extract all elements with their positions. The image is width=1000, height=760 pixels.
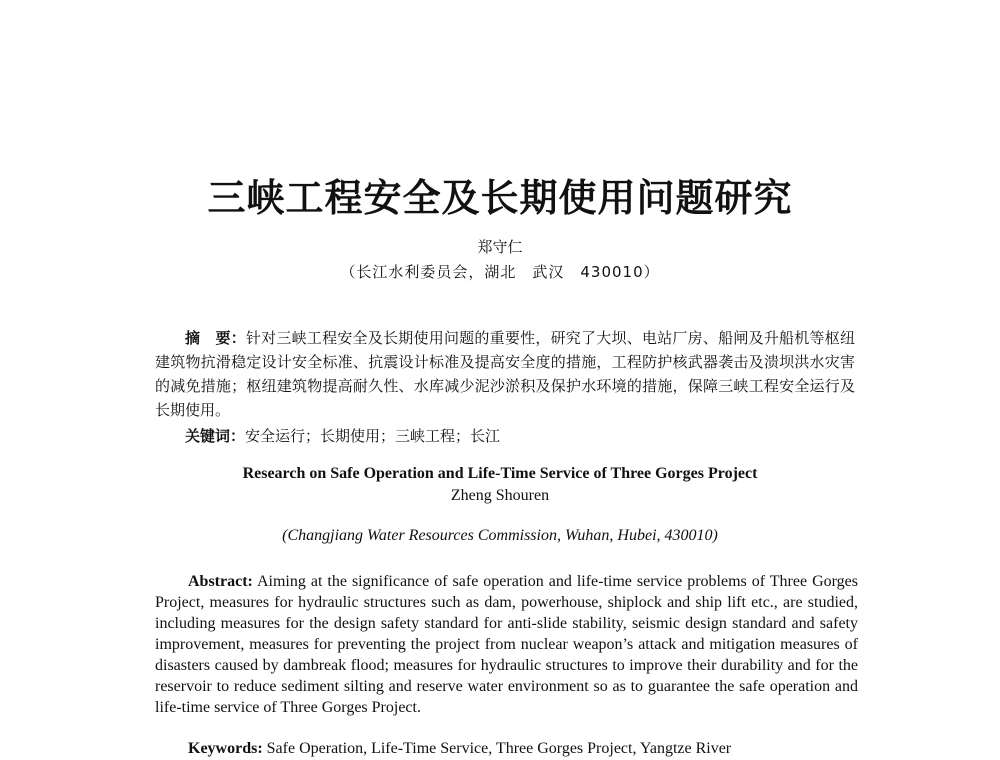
chinese-abstract-label: 摘 要： (185, 329, 246, 347)
chinese-keywords-label: 关键词： (185, 427, 246, 445)
chinese-abstract-text: 针对三峡工程安全及长期使用问题的重要性，研究了大坝、电站厂房、船闸及升船机等枢纽建筑物抗滑稳定设计安全标准、抗震设计标准及提高安全度的措施，工程防护核武器袭击及溃坝洪水灾害的减免措施；枢纽建筑物提高耐久性、水库减少泥沙淤积及保护水环境的措施，保障三峡工程安全运行及长期使用。 (155, 329, 855, 419)
english-author: Zheng Shouren (450, 487, 550, 504)
english-abstract-label: Abstract: (188, 573, 253, 590)
chinese-keywords (185, 424, 855, 448)
chinese-title: 三峡工程安全及长期使用问题研究 (207, 175, 793, 220)
english-abstract (155, 571, 858, 718)
chinese-affiliation: （长江水利委员会，湖北 武汉 430010） (340, 263, 660, 281)
english-keywords (188, 739, 858, 759)
chinese-author: 郑守仁 (477, 238, 523, 256)
english-keywords-label: Keywords: (188, 740, 263, 757)
english-keywords-text: Safe Operation, Life-Time Service, Three Gorges Project, Yangtze River (262, 740, 732, 757)
english-abstract-text: Aiming at the significance of safe operation and life-time service problems of Three Gorges Project, measures for hydraulic structures such as dam, powerhouse, shiplock and ship lift etc., are studied, including measures for the design safety standard for anti-slide stability, seismic design standard and safety improvement, measures for preventing the project from nuclear weapon’s attack and mitigation measures of disasters caused by dambreak flood; measures for hydraulic structures to improve their durability and for the reservoir to reduce sediment silting and reserve water environment so as to guarantee the safe operation and life-time service of Three Gorges Project. (155, 573, 858, 716)
chinese-abstract (155, 326, 855, 422)
chinese-keywords-text: 安全运行；长期使用；三峡工程；长江 (245, 427, 501, 445)
english-title: Research on Safe Operation and Life-Time Service of Three Gorges Project (242, 465, 758, 482)
english-affiliation: (Changjiang Water Resources Commission, Wuhan, Hubei, 430010) (282, 527, 718, 544)
